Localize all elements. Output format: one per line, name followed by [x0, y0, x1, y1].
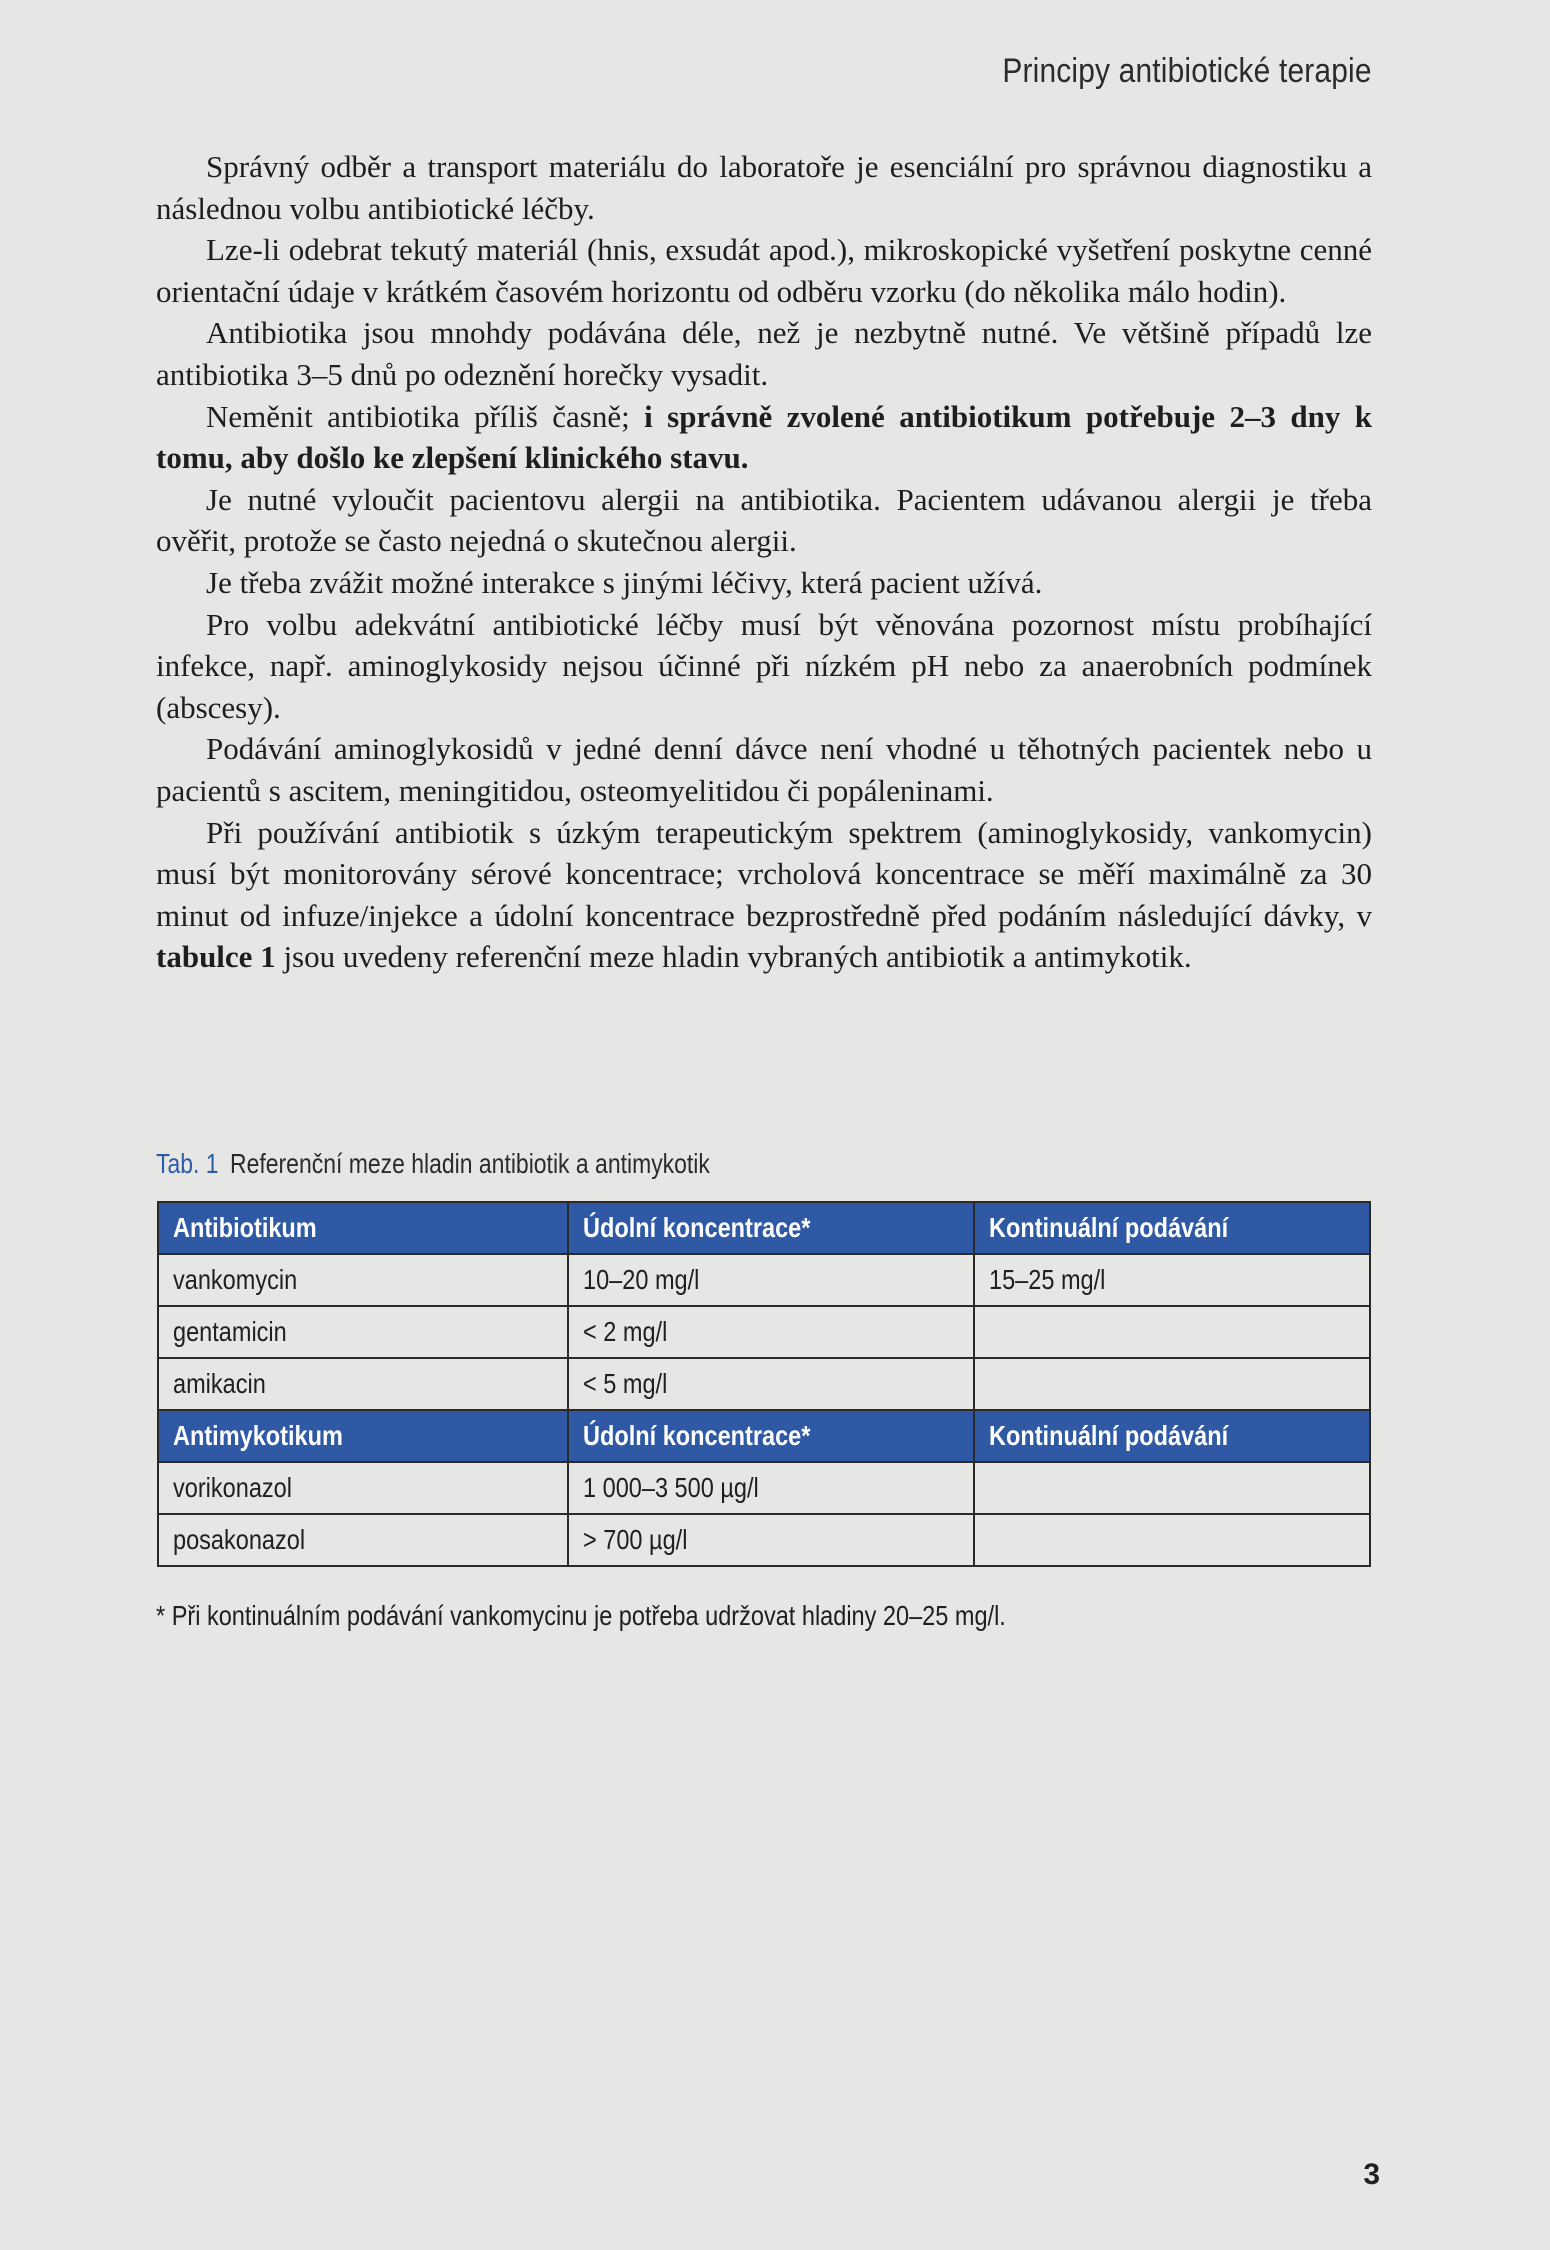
paragraph	[156, 812, 1372, 978]
table-header-cell: Kontinuální podávání	[974, 1410, 1370, 1462]
table-cell	[974, 1462, 1370, 1514]
paragraph: Je třeba zvážit možné interakce s jinými léčivy, která pacient užívá.	[206, 564, 1043, 600]
table-cell: vorikonazol	[158, 1462, 568, 1514]
table-header-cell: Antimykotikum	[158, 1410, 568, 1462]
paragraph-text: jsou uvedeny referenční meze hladin vybraných antibiotik a antimykotik.	[275, 939, 1192, 975]
paragraph-bold-text: i správně zvolené antibiotikum potřebuje 2–3 dny k tomu, aby došlo ke zlepšení klinického stavu.	[156, 398, 1372, 476]
table-cell: gentamicin	[158, 1306, 568, 1358]
paragraph: Lze-li odebrat tekutý materiál (hnis, exsudát apod.), mikroskopické vyšetření poskytne cenné orientační údaje v krátkém časovém horizontu od odběru vzorku (do několika málo hodin).	[156, 232, 1372, 309]
table-header-cell: Údolní koncentrace*	[568, 1410, 974, 1462]
table-cell: 10–20 mg/l	[568, 1254, 974, 1306]
table-row	[158, 1254, 1370, 1306]
table-footnote: * Při kontinuálním podávání vankomycinu je potřeba udržovat hladiny 20–25 mg/l.	[156, 1600, 1006, 1631]
table-cell: posakonazol	[158, 1514, 568, 1566]
table-row	[158, 1358, 1370, 1410]
table-cell: 15–25 mg/l	[974, 1254, 1370, 1306]
table-header-cell: Údolní koncentrace*	[568, 1202, 974, 1254]
table-header-cell: Kontinuální podávání	[974, 1202, 1370, 1254]
table-header-row	[158, 1202, 1370, 1254]
reference-table	[157, 1201, 1371, 1567]
paragraph: Podávání aminoglykosidů v jedné denní dávce není vhodné u těhotných pacientek nebo u pacientů s ascitem, meningitidou, osteomyelitidou či popáleninami.	[156, 731, 1372, 808]
paragraph: Správný odběr a transport materiálu do laboratoře je esenciální pro správnou diagnostiku a následnou volbu antibiotické léčby.	[156, 149, 1372, 226]
paragraph: Antibiotika jsou mnohdy podávána déle, než je nezbytně nutné. Ve většině případů lze antibiotika 3–5 dnů po odeznění horečky vysadit.	[156, 315, 1372, 392]
table-cell: amikacin	[158, 1358, 568, 1410]
table-cell	[974, 1306, 1370, 1358]
table-cell: vankomycin	[158, 1254, 568, 1306]
paragraph-text: Při používání antibiotik s úzkým terapeutickým spektrem (aminoglykosidy, vankomycin) musí být monitorovány sérové koncentrace; vrcholová koncentrace se měří maximálně za 30 minut od infuze/injekce a údolní koncentrace bezprostředně před podáním následující dávky, v	[156, 814, 1372, 933]
paragraph: Pro volbu adekvátní antibiotické léčby musí být věnována pozornost místu probíhající infekce, např. aminoglykosidy nejsou účinné při nízkém pH nebo za anaerobních podmínek (abscesy).	[156, 606, 1372, 725]
running-title: Principy antibiotické terapie	[1002, 52, 1372, 90]
body-text	[156, 146, 1372, 978]
table-cell: > 700 µg/l	[568, 1514, 974, 1566]
table-caption	[156, 1148, 710, 1180]
table-cell: < 5 mg/l	[568, 1358, 974, 1410]
table-header-cell: Antibiotikum	[158, 1202, 568, 1254]
table-cell	[974, 1514, 1370, 1566]
paragraph-text: Neměnit antibiotika příliš časně;	[206, 398, 645, 434]
table-header-row	[158, 1410, 1370, 1462]
table-cell	[974, 1358, 1370, 1410]
paragraph: Je nutné vyloučit pacientovu alergii na antibiotika. Pacientem udávanou alergii je třeba ověřit, protože se často nejedná o skutečnou alergii.	[156, 481, 1372, 559]
table-row	[158, 1462, 1370, 1514]
table-caption-text: Referenční meze hladin antibiotik a antimykotik	[230, 1148, 710, 1179]
table-caption-number: Tab. 1	[156, 1148, 219, 1179]
table-cell: 1 000–3 500 µg/l	[568, 1462, 974, 1514]
table-row	[158, 1306, 1370, 1358]
table-cell: < 2 mg/l	[568, 1306, 974, 1358]
table-reference[interactable]: tabulce 1	[156, 939, 276, 975]
paragraph	[156, 396, 1372, 479]
page-number: 3	[1363, 2158, 1380, 2191]
table-row	[158, 1514, 1370, 1566]
